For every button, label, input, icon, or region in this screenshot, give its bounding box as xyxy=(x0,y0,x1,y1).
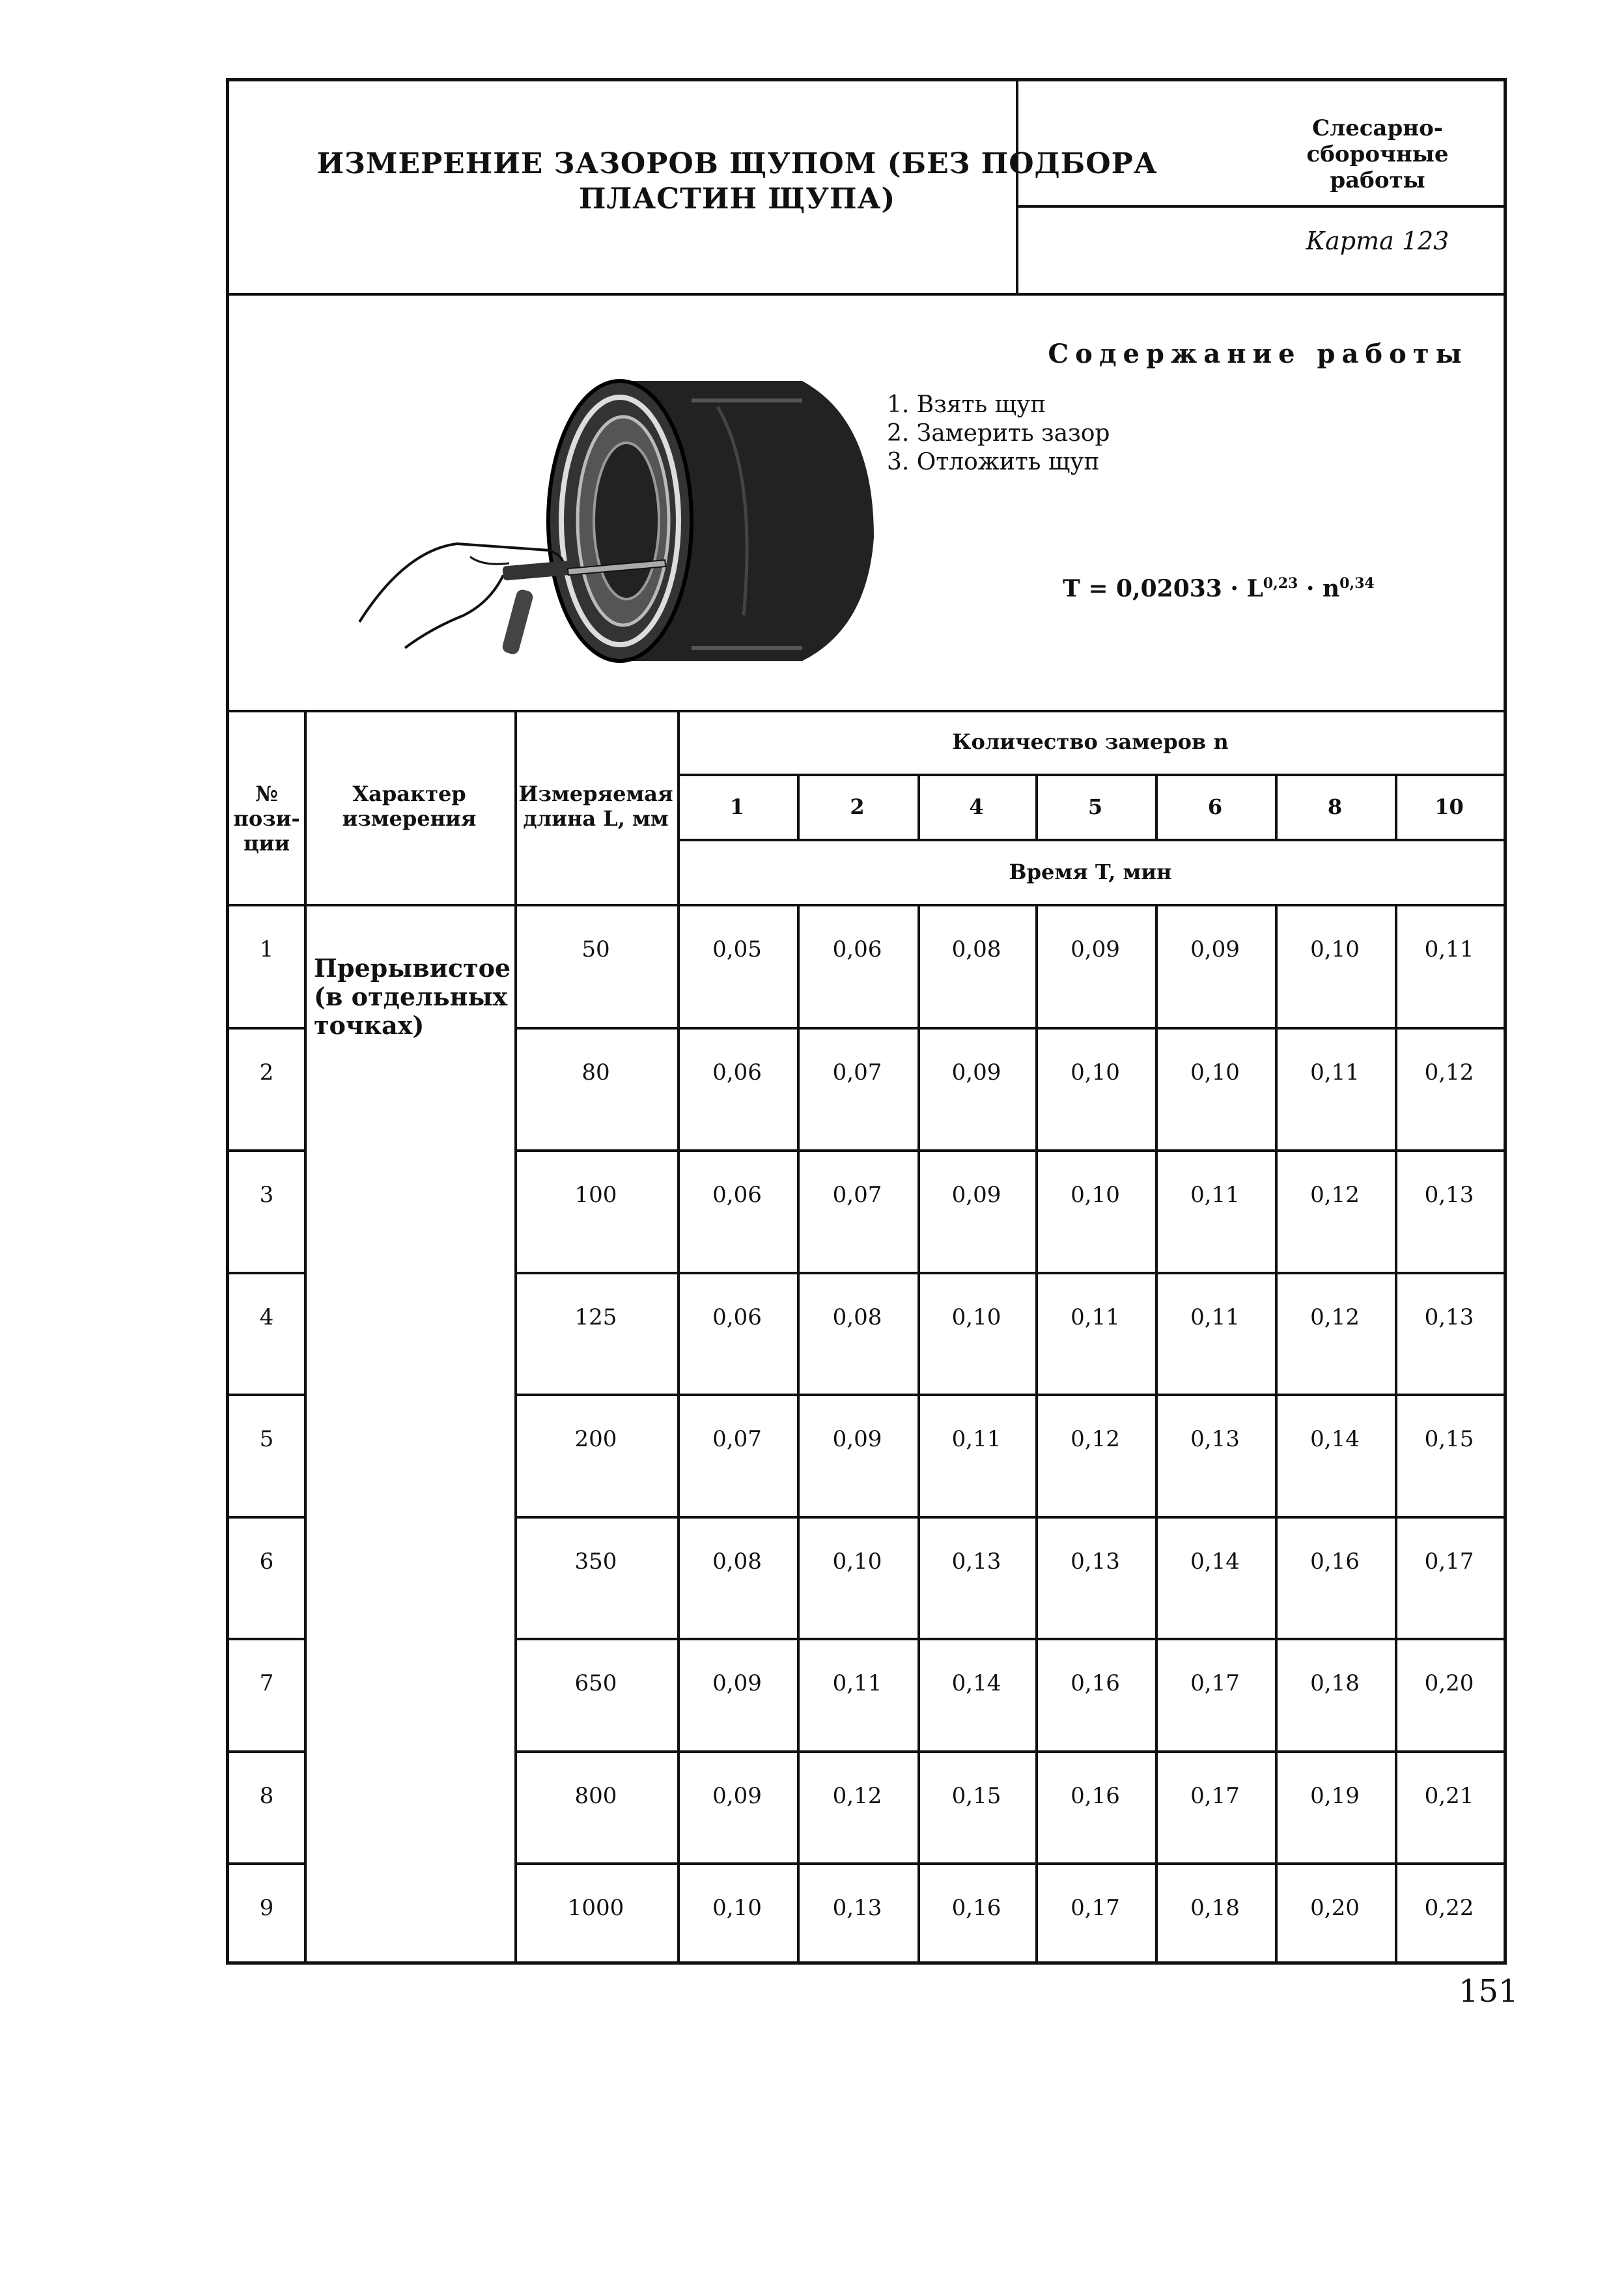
time-cell: 0,19 xyxy=(1310,1783,1360,1809)
time-cell: 0,22 xyxy=(1424,1895,1474,1921)
time-cell: 0,05 xyxy=(712,936,762,962)
row-separator xyxy=(229,1516,304,1519)
time-cell: 0,17 xyxy=(1071,1895,1120,1921)
time-cell: 0,06 xyxy=(712,1304,762,1330)
row-position: 3 xyxy=(259,1182,274,1208)
time-cell: 0,13 xyxy=(1424,1304,1474,1330)
time-header: Время T, мин xyxy=(1009,860,1172,884)
time-cell: 0,11 xyxy=(1190,1182,1240,1208)
time-cell: 0,09 xyxy=(832,1426,882,1452)
time-cell: 0,10 xyxy=(1071,1182,1120,1208)
row-length: 350 xyxy=(574,1549,617,1575)
row-length: 650 xyxy=(574,1670,617,1696)
time-cell: 0,15 xyxy=(951,1783,1001,1809)
time-cell: 0,08 xyxy=(832,1304,882,1330)
col-line-3 xyxy=(677,710,680,1961)
header-bottom-line xyxy=(229,904,1504,906)
title-line-1: ИЗМЕРЕНИЕ ЗАЗОРОВ ЩУПОМ (БЕЗ ПОДБОРА xyxy=(316,147,1158,180)
time-cell: 0,11 xyxy=(1071,1304,1120,1330)
n-value-header: 2 xyxy=(850,794,865,819)
time-cell: 0,13 xyxy=(1071,1549,1120,1575)
time-cell: 0,06 xyxy=(712,1059,762,1086)
time-cell: 0,09 xyxy=(951,1182,1001,1208)
row-separator xyxy=(229,1394,304,1396)
row-separator xyxy=(229,1638,304,1640)
formula-exponent-n: 0,34 xyxy=(1339,575,1375,592)
page-number: 151 xyxy=(1459,1973,1519,2010)
time-cell: 0,14 xyxy=(951,1670,1001,1696)
work-type-line-2: работы xyxy=(1330,167,1425,193)
count-header-line xyxy=(677,774,1504,776)
time-cell: 0,11 xyxy=(1424,936,1474,962)
cylinder-housing-icon xyxy=(548,381,874,661)
col-line-1 xyxy=(304,710,307,1961)
col-header-position xyxy=(229,781,304,856)
row-separator xyxy=(229,1272,304,1274)
n-value-header: 4 xyxy=(969,794,984,819)
time-cell: 0,09 xyxy=(712,1670,762,1696)
characteristic-line-2: (в отдельных xyxy=(314,982,508,1011)
step-1: 1. Взять щуп xyxy=(887,391,1046,418)
time-cell: 0,20 xyxy=(1310,1895,1360,1921)
card-number: Карта 123 xyxy=(1306,227,1449,255)
time-cell: 0,10 xyxy=(1190,1059,1240,1086)
row-length: 125 xyxy=(574,1304,617,1330)
time-cell: 0,16 xyxy=(1071,1670,1120,1696)
row-separator xyxy=(514,1862,1504,1865)
col-header-position-3: ции xyxy=(243,831,290,856)
col-header-characteristic-2: измерения xyxy=(342,806,477,831)
row-separator xyxy=(229,1750,304,1753)
step-3: 3. Отложить щуп xyxy=(887,449,1100,475)
col-header-characteristic xyxy=(304,781,514,831)
time-cell: 0,13 xyxy=(1190,1426,1240,1452)
time-cell: 0,07 xyxy=(712,1426,762,1452)
row-length: 50 xyxy=(581,936,610,962)
time-cell: 0,10 xyxy=(832,1549,882,1575)
row-length: 200 xyxy=(574,1426,617,1452)
row-separator xyxy=(514,1149,1504,1152)
time-cell: 0,17 xyxy=(1190,1783,1240,1809)
row-separator xyxy=(514,1750,1504,1753)
time-cell: 0,20 xyxy=(1424,1670,1474,1696)
row-separator xyxy=(514,1394,1504,1396)
time-cell: 0,14 xyxy=(1310,1426,1360,1452)
time-cell: 0,14 xyxy=(1190,1549,1240,1575)
work-type-line-1: Слесарно-сборочные xyxy=(1306,115,1449,167)
time-cell: 0,21 xyxy=(1424,1783,1474,1809)
n-value-header: 5 xyxy=(1087,794,1103,819)
row-position: 6 xyxy=(259,1549,274,1575)
row-separator xyxy=(229,1027,304,1030)
col-line-2 xyxy=(514,710,517,1961)
title-line-2: ПЛАСТИН ЩУПА) xyxy=(578,182,896,216)
time-cell: 0,12 xyxy=(1310,1304,1360,1330)
time-cell: 0,07 xyxy=(832,1059,882,1086)
time-cell: 0,13 xyxy=(832,1895,882,1921)
formula-exponent-l: 0,23 xyxy=(1263,575,1298,592)
row-separator xyxy=(514,1516,1504,1519)
row-position: 9 xyxy=(259,1895,274,1921)
col-header-length-2: длина L, мм xyxy=(523,806,669,831)
time-cell: 0,09 xyxy=(951,1059,1001,1086)
page-title xyxy=(268,147,1206,217)
row-length: 1000 xyxy=(567,1895,624,1921)
work-steps xyxy=(887,391,1110,477)
time-cell: 0,18 xyxy=(1190,1895,1240,1921)
time-cell: 0,09 xyxy=(712,1783,762,1809)
table-top-line xyxy=(229,710,1504,712)
row-separator xyxy=(229,1862,304,1865)
time-cell: 0,16 xyxy=(951,1895,1001,1921)
time-cell: 0,11 xyxy=(951,1426,1001,1452)
count-header: Количество замеров n xyxy=(952,729,1229,754)
time-cell: 0,17 xyxy=(1424,1549,1474,1575)
row-separator xyxy=(514,1272,1504,1274)
col-header-length-1: Измеряемая xyxy=(518,781,673,806)
time-formula xyxy=(1063,575,1375,602)
time-cell: 0,07 xyxy=(832,1182,882,1208)
time-cell: 0,11 xyxy=(1310,1059,1360,1086)
formula-main: T = 0,02033 · L xyxy=(1063,575,1263,602)
time-cell: 0,12 xyxy=(1424,1059,1474,1086)
work-type xyxy=(1245,115,1510,193)
time-cell: 0,06 xyxy=(832,936,882,962)
characteristic-line-3: точках) xyxy=(314,1011,425,1040)
row-separator xyxy=(229,1149,304,1152)
row-length: 100 xyxy=(574,1182,617,1208)
header-divider xyxy=(229,293,1504,296)
col-header-characteristic-1: Характер xyxy=(352,781,466,806)
characteristic-line-1: Прерывистое xyxy=(314,953,511,983)
row-position: 8 xyxy=(259,1783,274,1809)
formula-mid: · n xyxy=(1298,575,1340,602)
n-value-header: 6 xyxy=(1207,794,1223,819)
time-cell: 0,12 xyxy=(832,1783,882,1809)
step-2: 2. Замерить зазор xyxy=(887,420,1110,447)
n-values-line xyxy=(677,839,1504,841)
time-cell: 0,16 xyxy=(1071,1783,1120,1809)
row-position: 5 xyxy=(259,1426,274,1452)
time-cell: 0,10 xyxy=(1071,1059,1120,1086)
time-cell: 0,09 xyxy=(1190,936,1240,962)
n-value-header: 8 xyxy=(1327,794,1343,819)
row-separator xyxy=(514,1027,1504,1030)
row-length: 800 xyxy=(574,1783,617,1809)
time-cell: 0,12 xyxy=(1310,1182,1360,1208)
n-value-header: 10 xyxy=(1435,794,1464,819)
row-position: 1 xyxy=(259,936,274,962)
feeler-gauge-illustration xyxy=(353,342,906,680)
time-cell: 0,12 xyxy=(1071,1426,1120,1452)
time-cell: 0,11 xyxy=(1190,1304,1240,1330)
time-cell: 0,13 xyxy=(1424,1182,1474,1208)
time-cell: 0,10 xyxy=(1310,936,1360,962)
row-position: 2 xyxy=(259,1059,274,1086)
time-cell: 0,17 xyxy=(1190,1670,1240,1696)
time-cell: 0,10 xyxy=(951,1304,1001,1330)
row-separator xyxy=(514,1638,1504,1640)
row-position: 4 xyxy=(259,1304,274,1330)
n-value-header: 1 xyxy=(729,794,745,819)
time-cell: 0,08 xyxy=(712,1549,762,1575)
row-length: 80 xyxy=(581,1059,610,1086)
characteristic-text xyxy=(314,954,509,1040)
time-cell: 0,13 xyxy=(951,1549,1001,1575)
time-cell: 0,18 xyxy=(1310,1670,1360,1696)
row-position: 7 xyxy=(259,1670,274,1696)
time-cell: 0,09 xyxy=(1071,936,1120,962)
content-heading: Содержание работы xyxy=(1048,339,1468,369)
time-cell: 0,06 xyxy=(712,1182,762,1208)
time-cell: 0,16 xyxy=(1310,1549,1360,1575)
time-cell: 0,10 xyxy=(712,1895,762,1921)
time-cell: 0,11 xyxy=(832,1670,882,1696)
card-frame xyxy=(226,78,1507,1965)
col-header-position-1: № xyxy=(255,781,278,806)
col-header-length xyxy=(514,781,677,831)
col-header-position-2: пози- xyxy=(233,806,300,831)
time-cell: 0,08 xyxy=(951,936,1001,962)
time-cell: 0,15 xyxy=(1424,1426,1474,1452)
